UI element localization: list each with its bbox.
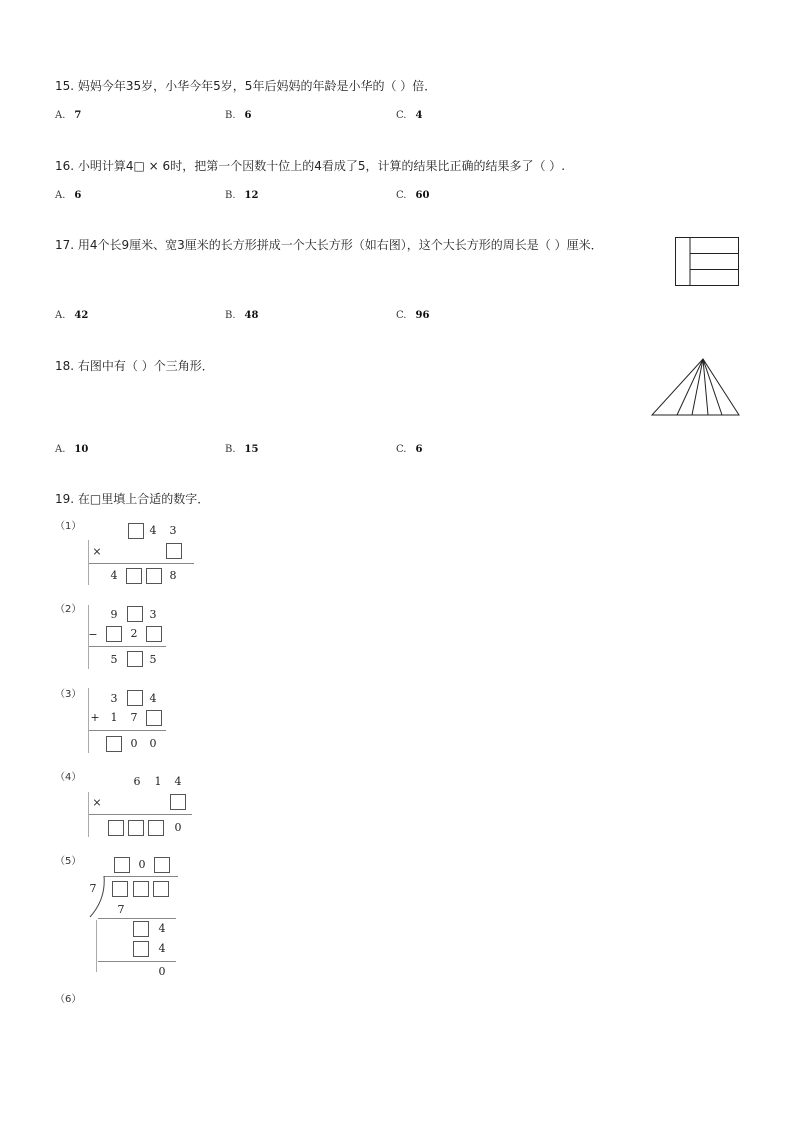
option-value: 6 <box>74 190 82 201</box>
question-16-text: 16. 小明计算4□ × 6时，把第一个因数十位上的4看成了5，计算的结果比正确的结果多了（ ）. <box>55 159 566 173</box>
option-a[interactable] <box>55 183 81 202</box>
digit: 4 <box>149 692 157 705</box>
option-b[interactable] <box>225 437 258 456</box>
divider-line <box>98 961 176 962</box>
option-c[interactable] <box>396 103 422 122</box>
part-2-label: （2） <box>55 604 82 615</box>
operator: × <box>92 796 102 809</box>
blank-box[interactable] <box>127 606 143 622</box>
margin-line <box>88 792 89 837</box>
option-label: A. <box>55 110 66 121</box>
divider-line <box>88 563 194 564</box>
option-value: 6 <box>244 110 252 121</box>
part-6-label: （6） <box>55 994 82 1005</box>
digit: 0 <box>149 737 157 750</box>
option-value: 48 <box>244 310 259 321</box>
option-label: B. <box>225 190 236 201</box>
blank-box[interactable] <box>146 568 162 584</box>
divider-line <box>98 918 176 919</box>
blank-box[interactable] <box>154 857 170 873</box>
option-value: 12 <box>244 190 259 201</box>
question-15-options <box>55 103 555 121</box>
option-a[interactable] <box>55 303 88 322</box>
question-15-text: 15. 妈妈今年35岁，小华今年5岁，5年后妈妈的年龄是小华的（ ）倍． <box>55 79 437 93</box>
option-label: C. <box>396 444 407 455</box>
option-label: C. <box>396 310 407 321</box>
operator: × <box>92 545 102 558</box>
option-label: C. <box>396 110 407 121</box>
option-label: A. <box>55 444 66 455</box>
digit: 0 <box>174 821 182 834</box>
blank-box[interactable] <box>128 820 144 836</box>
option-c[interactable] <box>396 303 429 322</box>
digit: 7 <box>117 903 125 916</box>
question-17-text: 17. 用4个长9厘米、宽3厘米的长方形拼成一个大长方形（如右图），这个大长方形的周长是（ ）厘米． <box>55 238 603 252</box>
digit: 0 <box>130 737 138 750</box>
question-17-options <box>55 303 555 321</box>
rectangle-figure <box>675 237 740 287</box>
digit: 5 <box>110 653 118 666</box>
option-value: 7 <box>74 110 82 121</box>
digit: 4 <box>158 922 166 935</box>
option-value: 4 <box>415 110 423 121</box>
blank-box[interactable] <box>106 626 122 642</box>
option-value: 15 <box>244 444 259 455</box>
blank-box[interactable] <box>127 651 143 667</box>
option-value: 10 <box>74 444 89 455</box>
option-b[interactable] <box>225 183 258 202</box>
operator: + <box>90 711 100 724</box>
digit: 5 <box>149 653 157 666</box>
part-4-label: （4） <box>55 772 82 783</box>
question-19-text: 19. 在□里填上合适的数字． <box>55 492 210 506</box>
part-3-label: （3） <box>55 689 82 700</box>
question-18-options <box>55 437 555 455</box>
digit: 3 <box>169 524 177 537</box>
blank-box[interactable] <box>108 820 124 836</box>
blank-box[interactable] <box>146 626 162 642</box>
digit: 0 <box>138 858 146 871</box>
triangle-figure <box>650 357 742 419</box>
digit: 3 <box>110 692 118 705</box>
division-bar <box>104 876 178 877</box>
option-label: B. <box>225 110 236 121</box>
blank-box[interactable] <box>114 857 130 873</box>
digit: 2 <box>130 627 138 640</box>
option-value: 96 <box>415 310 430 321</box>
blank-box[interactable] <box>133 881 149 897</box>
blank-box[interactable] <box>106 736 122 752</box>
digit: 4 <box>158 942 166 955</box>
option-label: C. <box>396 190 407 201</box>
divider-line <box>88 646 166 647</box>
option-c[interactable] <box>396 437 422 456</box>
divisor: 7 <box>89 882 97 895</box>
blank-box[interactable] <box>146 710 162 726</box>
option-a[interactable] <box>55 437 88 456</box>
digit: 7 <box>130 711 138 724</box>
digit: 6 <box>133 775 141 788</box>
blank-box[interactable] <box>133 921 149 937</box>
margin-line <box>88 605 89 669</box>
blank-box[interactable] <box>170 794 186 810</box>
option-label: A. <box>55 190 66 201</box>
option-value: 42 <box>74 310 89 321</box>
blank-box[interactable] <box>148 820 164 836</box>
option-b[interactable] <box>225 103 252 122</box>
digit: 4 <box>110 569 118 582</box>
blank-box[interactable] <box>133 941 149 957</box>
blank-box[interactable] <box>127 690 143 706</box>
blank-box[interactable] <box>128 523 144 539</box>
margin-line <box>96 920 97 972</box>
digit: 3 <box>149 608 157 621</box>
option-label: B. <box>225 444 236 455</box>
option-value: 6 <box>415 444 423 455</box>
blank-box[interactable] <box>112 881 128 897</box>
option-label: A. <box>55 310 66 321</box>
option-a[interactable] <box>55 103 81 122</box>
option-c[interactable] <box>396 183 429 202</box>
digit: 8 <box>169 569 177 582</box>
operator: − <box>88 628 98 641</box>
divider-line <box>88 814 192 815</box>
margin-line <box>88 540 89 585</box>
margin-line <box>88 688 89 753</box>
digit: 1 <box>154 775 162 788</box>
part-5-label: （5） <box>55 856 82 867</box>
digit: 4 <box>174 775 182 788</box>
part-1-label: （1） <box>55 521 82 532</box>
division-bracket <box>88 875 108 919</box>
question-16-options <box>55 183 555 201</box>
blank-box[interactable] <box>126 568 142 584</box>
option-b[interactable] <box>225 303 258 322</box>
question-18-text: 18. 右图中有（ ）个三角形． <box>55 359 214 373</box>
digit: 1 <box>110 711 118 724</box>
blank-box[interactable] <box>153 881 169 897</box>
digit: 0 <box>158 965 166 978</box>
digit: 9 <box>110 608 118 621</box>
option-label: B. <box>225 310 236 321</box>
option-value: 60 <box>415 190 430 201</box>
divider-line <box>88 730 166 731</box>
blank-box[interactable] <box>166 543 182 559</box>
digit: 4 <box>149 524 157 537</box>
